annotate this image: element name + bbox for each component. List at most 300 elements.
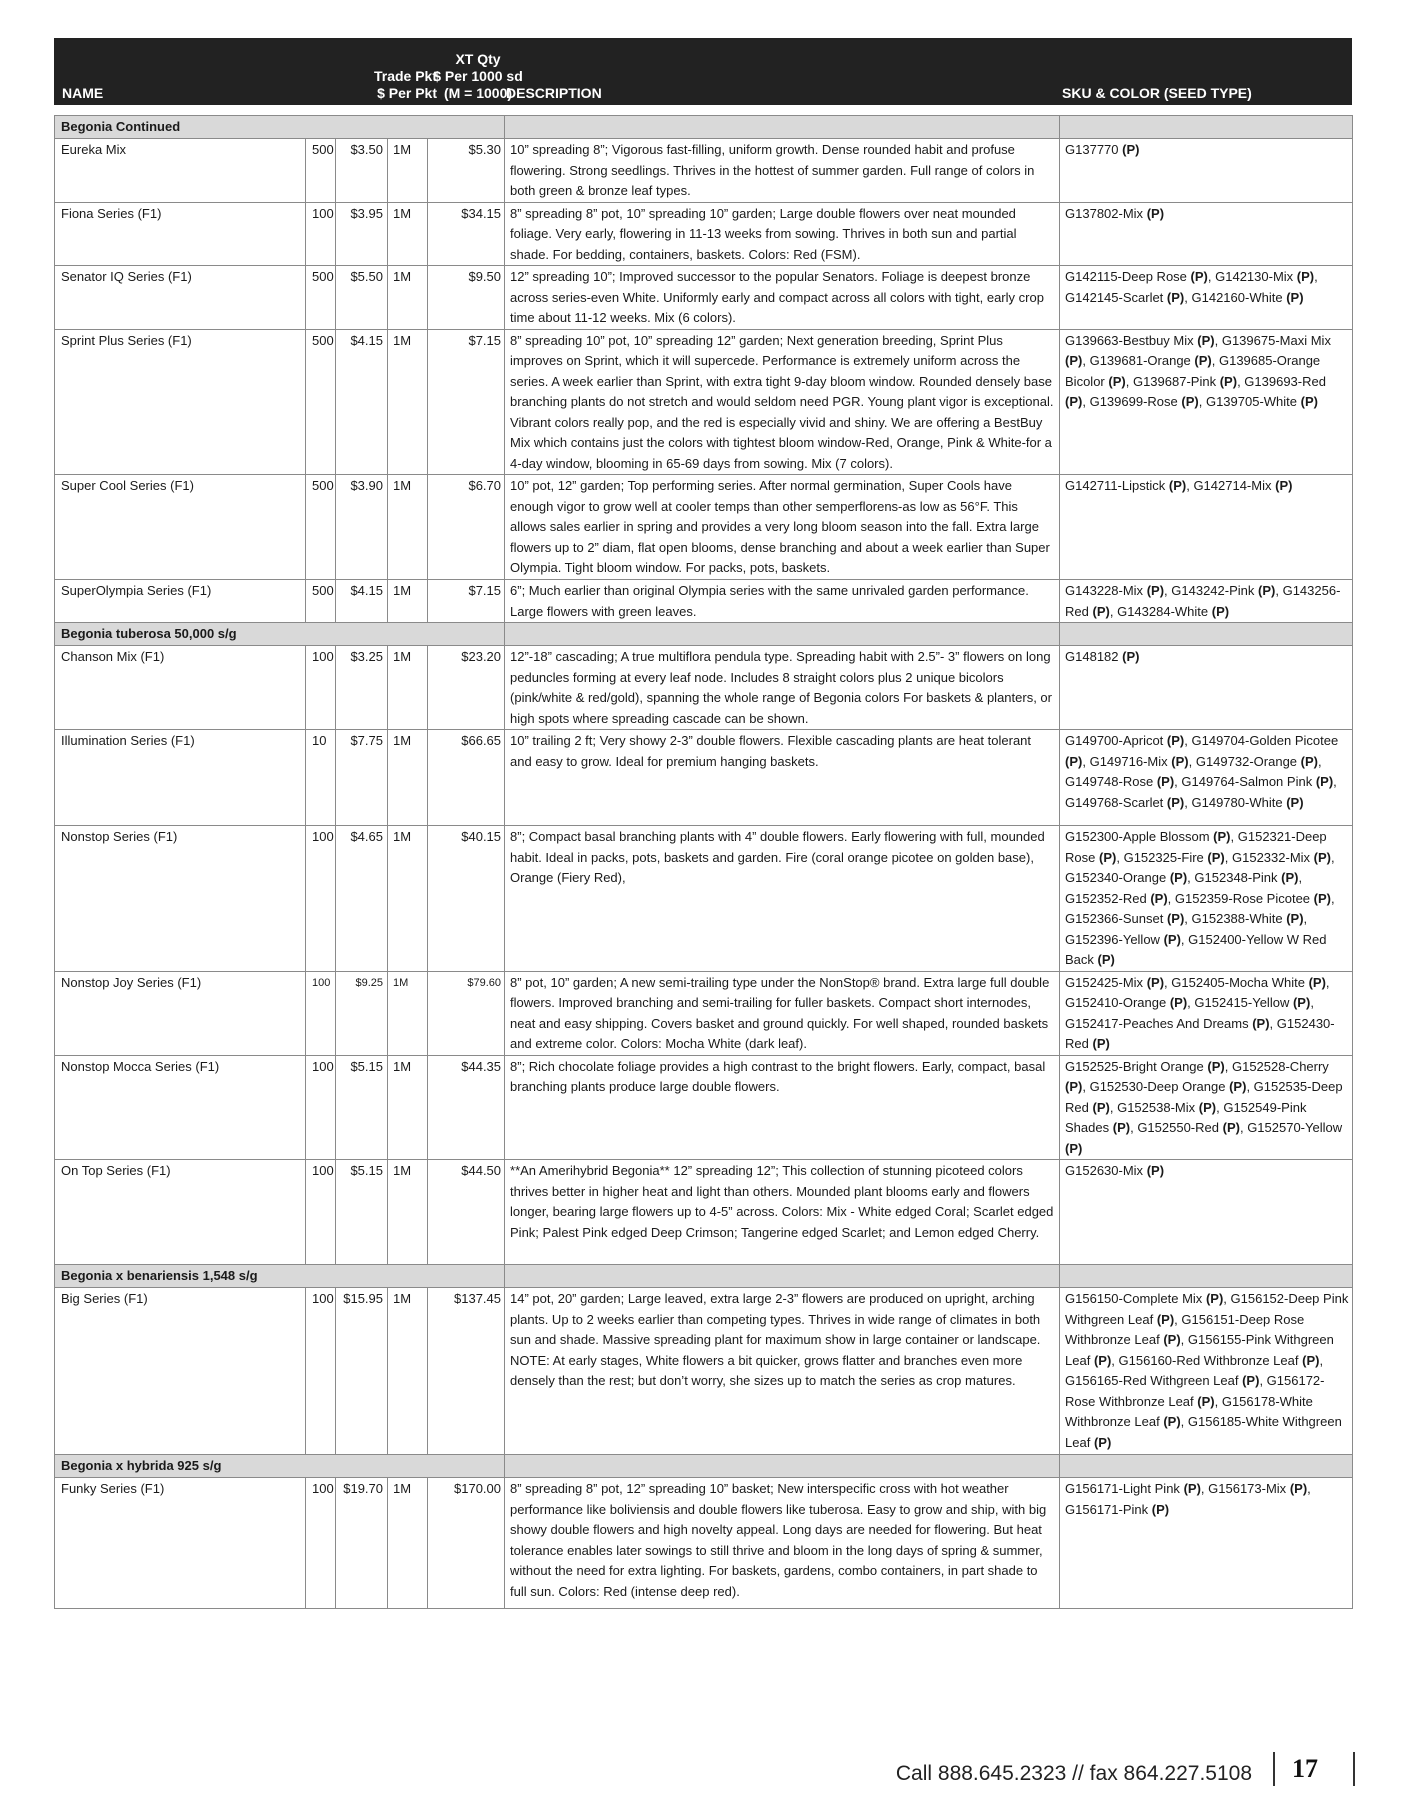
sku-code: G137770: [1065, 142, 1119, 157]
sku-code: G137802-Mix: [1065, 205, 1144, 221]
sku-code: G156150-Complete Mix: [1065, 1291, 1203, 1306]
sku-item: [1090, 394, 1199, 409]
price-table: [54, 115, 1353, 1609]
xt-price: $170.00: [428, 1478, 505, 1609]
header-trade-line1: Trade Pkt: [373, 68, 437, 84]
seed-type: (P): [1092, 1036, 1110, 1051]
section-sku-cell: [1060, 1265, 1353, 1288]
seed-type: (P): [1092, 603, 1110, 619]
sku-code: G143284-White: [1117, 603, 1209, 619]
trade-pkt-qty: 10: [306, 730, 336, 826]
sku-code: G152332-Mix: [1232, 849, 1311, 865]
sku-cell: [1060, 139, 1353, 203]
seed-type: (P): [1169, 995, 1188, 1010]
sku-item: [1090, 1079, 1247, 1094]
sku-code: G143256-Red: [1065, 583, 1341, 619]
seed-type: (P): [1146, 583, 1165, 598]
trade-pkt-price: $19.70: [336, 1478, 388, 1609]
table-row: [55, 646, 1353, 730]
xt-price: $6.70: [428, 475, 505, 580]
table-row: [55, 202, 1353, 266]
sku-cell: G152425-Mix (P), G152405-Mocha White (P), G152410-Orange (P), G152415-Yellow (P), G152417-Peaches And Dreams (P), G152430-Red (P): [1060, 971, 1353, 1055]
xt-qty: 1M: [388, 730, 428, 826]
sku-cell: [1060, 646, 1353, 730]
sku-code: G152352-Red: [1065, 890, 1147, 906]
sku-item: [1124, 850, 1225, 865]
sku-code: G152415-Yellow: [1194, 995, 1290, 1010]
xt-price: $66.65: [428, 730, 505, 826]
description: 8”; Rich chocolate foliage provides a high contrast to the bright flowers. Early, compact, basal branching plants produce large double flowers.: [505, 1055, 1060, 1160]
description: 10” trailing 2 ft; Very showy 2-3” double flowers. Flexible cascading plants are heat tolerant and easy to grow. Ideal for premium hanging baskets.: [505, 730, 1060, 826]
seed-type: (P): [1300, 394, 1318, 409]
sku-item: [1065, 975, 1164, 990]
sku-item: [1117, 1100, 1216, 1115]
seed-type: (P): [1166, 794, 1185, 810]
table-row: [55, 475, 1353, 580]
seed-type: (P): [1097, 952, 1115, 967]
sku-item: [1206, 394, 1318, 409]
trade-pkt-price: $5.50: [336, 266, 388, 330]
sku-code: G156171-Pink: [1065, 1501, 1149, 1517]
variety-name: Illumination Series (F1): [55, 730, 306, 826]
sku-code: G139705-White: [1205, 394, 1298, 409]
sku-code: G156173-Mix: [1208, 1481, 1287, 1496]
sku-item: [1192, 795, 1304, 810]
seed-type: (P): [1258, 583, 1276, 598]
sku-code: G156171-Light Pink: [1065, 1481, 1180, 1496]
description: 8”; Compact basal branching plants with 4” double flowers. Early flowering with full, mounded habit. Ideal in packs, pots, baskets and garden. Fire (coral orange picotee on golden base), Orange (Fiery Red),: [505, 826, 1060, 972]
description: 8” spreading 10” pot, 10” spreading 12” garden; Next generation breeding, Sprint Plus improves on Sprint, which it will supercede. Performance is extremely uniform across the series. A week earlier than Sprint, with extra tight 9-day bloom window. Rounded densely base branching plants do not stretch and would seldom need PGR. Young plant vigor is exceptional. Vibrant colors really pop, and the red is especially vivid and shiny. We are offering a BestBuy Mix which contains just the colors with tightest bloom window-Red, Orange, Pink & White-for a 4-day window, blooming in 65-69 days from sowing. Mix (7 colors).: [505, 329, 1060, 475]
sku-code: G142130-Mix: [1215, 269, 1294, 284]
trade-pkt-qty: 100: [306, 1055, 336, 1160]
seed-type: (P): [1151, 1501, 1170, 1517]
xt-price: $7.15: [428, 580, 505, 623]
sku-code: G149764-Salmon Pink: [1181, 774, 1313, 789]
sku-code: G152535-Deep Red: [1065, 1079, 1343, 1115]
sku-item: [1175, 891, 1331, 906]
sku-item: [1065, 1291, 1223, 1306]
trade-pkt-price: $15.95: [336, 1288, 388, 1455]
sku-code: G152570-Yellow: [1247, 1120, 1343, 1135]
header-name: NAME: [62, 85, 104, 101]
table-row: [55, 1055, 1353, 1160]
section-desc-cell: [505, 116, 1060, 139]
section-row: [55, 1265, 1353, 1288]
sku-code: G149716-Mix: [1089, 753, 1168, 769]
description: 8” spreading 8” pot, 12” spreading 10” basket; New interspecific cross with hot weather performance like boliviensis and double flowers like tuberosa. Easy to grow and ship, with big showy double flowers and high novelty appeal. Long days are needed for flowering. But heat tolerance enables later sowings to still thrive and bloom in the long days of spring & summer, without the need for extra lighting. For baskets, gardens, combo containers, in part shade to full sun. Colors: Red (intense deep red).: [505, 1478, 1060, 1609]
section-sku-cell: [1060, 1455, 1353, 1478]
sku-code: G139663-Bestbuy Mix: [1065, 332, 1194, 348]
variety-name: Big Series (F1): [55, 1288, 306, 1455]
seed-type: (P): [1171, 753, 1189, 769]
contact-info: Call 888.645.2323 // fax 864.227.5108: [895, 1762, 1252, 1785]
seed-type: (P): [1156, 774, 1175, 789]
sku-code: G152425-Mix: [1065, 974, 1144, 990]
trade-pkt-qty: 500: [306, 139, 336, 203]
seed-type: (P): [1169, 870, 1188, 885]
seed-type: (P): [1122, 142, 1140, 157]
sku-item: [1194, 870, 1298, 885]
seed-type: (P): [1222, 1120, 1240, 1135]
table-row: [55, 329, 1353, 475]
sku-item: [1065, 333, 1215, 348]
sku-cell: G152525-Bright Orange (P), G152528-Cherry (P), G152530-Deep Orange (P), G152535-Deep Red (P), G152538-Mix (P), G152549-Pink Shades (P), G152550-Red (P), G152570-Yellow (P): [1060, 1055, 1353, 1160]
xt-price: $137.45: [428, 1288, 505, 1455]
page-number: 17: [1292, 1754, 1318, 1783]
sku-code: G152388-White: [1191, 911, 1283, 926]
description: 14” pot, 20” garden; Large leaved, extra large 2-3” flowers are produced on upright, arching plants. Up to 2 weeks earlier than competing types. Thrives in wide range of climates in both sun and shade. Massive spreading plant for maximum show in large container or landscape. NOTE: At early stages, White flowers a bit quicker, grows flatter and branches even more densely than the rest; but don’t worry, she sizes up to match the series as crop matures.: [505, 1288, 1060, 1455]
trade-pkt-qty: 500: [306, 580, 336, 623]
xt-qty: 1M: [388, 1478, 428, 1609]
sku-cell: G143228-Mix (P), G143242-Pink (P), G143256-Red (P), G143284-White (P): [1060, 580, 1353, 623]
seed-type: (P): [1313, 849, 1332, 865]
sku-item: [1065, 290, 1184, 305]
sku-cell: G156150-Complete Mix (P), G156152-Deep Pink Withgreen Leaf (P), G156151-Deep Rose Withbronze Leaf (P), G156155-Pink Withgreen Leaf (P), G156160-Red Withbronze Leaf (P), G156165-Red Withgreen Leaf (P), G156172-Rose Withbronze Leaf (P), G156178-White Withbronze Leaf (P), G156185-White Withgreen Leaf (P): [1060, 1288, 1353, 1455]
sku-item: [1119, 1353, 1320, 1368]
sku-code: G152630-Mix: [1065, 1163, 1144, 1178]
sku-code: G139681-Orange: [1089, 353, 1191, 368]
description: 8” spreading 8” pot, 10” spreading 10” garden; Large double flowers over neat mounded foliage. Very early, flowering in 11-13 weeks from sowing. Thrives in both sun and partial shade. For bedding, containers, baskets. Colors: Red (FSM).: [505, 202, 1060, 266]
trade-pkt-price: $3.50: [336, 139, 388, 203]
sku-code: G149768-Scarlet: [1065, 794, 1164, 810]
sku-item: [1065, 142, 1139, 157]
xt-price: $7.15: [428, 329, 505, 475]
sku-code: G152538-Mix: [1117, 1099, 1196, 1115]
sku-code: G143242-Pink: [1171, 583, 1255, 598]
sku-item: [1065, 269, 1208, 284]
variety-name: On Top Series (F1): [55, 1160, 306, 1265]
seed-type: (P): [1286, 289, 1304, 305]
seed-type: (P): [1092, 1099, 1110, 1115]
xt-price: $5.30: [428, 139, 505, 203]
sku-code: G149732-Orange: [1195, 753, 1298, 769]
sku-item: [1065, 206, 1164, 221]
sku-item: [1193, 478, 1292, 493]
sku-cell: G139663-Bestbuy Mix (P), G139675-Maxi Mix (P), G139681-Orange (P), G139685-Orange Bicolor (P), G139687-Pink (P), G139693-Red (P), G139699-Rose (P), G139705-White (P): [1060, 329, 1353, 475]
trade-pkt-qty: 100: [306, 1288, 336, 1455]
xt-qty: 1M: [388, 826, 428, 972]
trade-pkt-qty: 100: [306, 1478, 336, 1609]
trade-pkt-qty: 500: [306, 266, 336, 330]
sku-code: G149748-Rose: [1065, 774, 1154, 789]
table-row: [55, 1288, 1353, 1455]
sku-cell: [1060, 202, 1353, 266]
xt-price: $9.50: [428, 266, 505, 330]
seed-type: (P): [1166, 289, 1185, 305]
seed-type: (P): [1213, 829, 1231, 844]
sku-code: G152325-Fire: [1123, 849, 1204, 865]
sku-code: G149780-White: [1191, 794, 1283, 810]
description: 12”-18” cascading; A true multiflora pendula type. Spreading habit with 2.5”- 3” flowers on long peduncles forming at every leaf node. Includes 8 straight colors plus 2 unique bicolors (pink/white & red/gold), spanning the whole range of Begonia colors For baskets & planters, or high spots where spreading cascade can be shown.: [505, 646, 1060, 730]
seed-type: (P): [1229, 1079, 1247, 1094]
seed-type: (P): [1198, 1099, 1217, 1115]
table-row: [55, 139, 1353, 203]
sku-item: [1192, 290, 1304, 305]
sku-item: [1171, 975, 1326, 990]
page-footer: [0, 1752, 1407, 1792]
trade-pkt-price: $5.15: [336, 1055, 388, 1160]
seed-type: (P): [1292, 995, 1311, 1010]
header-xt-line3: (M = 1000): [443, 85, 513, 101]
sku-code: G152430-Red: [1065, 1015, 1335, 1051]
header-trade-line2: $ Per Pkt: [377, 85, 437, 101]
sku-code: G148182: [1065, 649, 1119, 664]
trade-pkt-qty: 100: [306, 646, 336, 730]
description: 12” spreading 10”; Improved successor to the popular Senators. Foliage is deepest bronze across series-even White. Uniformly early and compact across all colors with tight, early crop time about 11-12 weeks. Mix (6 colors).: [505, 266, 1060, 330]
seed-type: (P): [1286, 911, 1304, 926]
sku-item: [1065, 774, 1174, 789]
trade-pkt-qty: 500: [306, 329, 336, 475]
sku-item: [1065, 1481, 1201, 1496]
sku-item: [1137, 1120, 1240, 1135]
variety-name: Sprint Plus Series (F1): [55, 329, 306, 475]
sku-item: [1065, 795, 1184, 810]
table-row: [55, 1160, 1353, 1265]
sku-code: G152549-Pink Shades: [1065, 1099, 1307, 1135]
seed-type: (P): [1281, 870, 1299, 885]
sku-item: [1065, 891, 1168, 906]
xt-qty: 1M: [388, 580, 428, 623]
sku-item: [1090, 353, 1212, 368]
table-row: [55, 1478, 1353, 1609]
description: **An Amerihybrid Begonia** 12” spreading 12”; This collection of stunning picoteed colors thrives better in higher heat and light than others. Mounded plant blooms early and flowers longer, bearing large flowers up to 4-5” across. Colors: Mix - White edged Coral; Scarlet edged Pink; Palest Pink edged Deep Crimson; Tangerine edged Scarlet; and Lemon edged Cherry.: [505, 1160, 1060, 1265]
table-row: [55, 730, 1353, 826]
price-list-sheet: [54, 38, 1352, 1609]
sku-code: G149704-Golden Picotee: [1191, 733, 1339, 748]
sku-item: [1232, 850, 1331, 865]
sku-item: [1192, 911, 1304, 926]
trade-pkt-qty: 100: [306, 1160, 336, 1265]
xt-qty: 1M: [388, 1160, 428, 1265]
sku-code: G139699-Rose: [1089, 394, 1178, 409]
sku-item: [1065, 1502, 1169, 1517]
sku-code: G152359-Rose Picotee: [1174, 890, 1311, 906]
seed-type: (P): [1093, 1434, 1112, 1450]
sku-item: [1065, 733, 1184, 748]
seed-type: (P): [1197, 332, 1215, 348]
trade-pkt-price: $7.75: [336, 730, 388, 826]
description: 10” spreading 8”; Vigorous fast-filling, uniform growth. Dense rounded habit and profuse flowering. Strong seedlings. Thrives in the hottest of summer garden. Full range of colors in both green & bronze leaf types.: [505, 139, 1060, 203]
sku-code: G152396-Yellow: [1065, 931, 1160, 947]
xt-qty: 1M: [388, 329, 428, 475]
seed-type: (P): [1286, 794, 1304, 810]
trade-pkt-price: $9.25: [336, 971, 388, 1055]
sku-item: [1117, 604, 1229, 619]
table-row: [55, 826, 1353, 972]
sku-item: [1065, 1059, 1225, 1074]
sku-code: G149700-Apricot: [1065, 733, 1164, 748]
variety-name: Eureka Mix: [55, 139, 306, 203]
seed-type: (P): [1108, 373, 1126, 389]
section-title: Begonia tuberosa 50,000 s/g: [55, 623, 505, 646]
sku-item: [1171, 583, 1275, 598]
sku-code: G139687-Pink: [1132, 373, 1217, 389]
sku-code: G152410-Orange: [1065, 995, 1167, 1010]
description: 8” pot, 10” garden; A new semi-trailing type under the NonStop® brand. Extra large full double flowers. Improved branching and semi-trailing for fuller baskets. Compact short internodes, neat and easy shipping. Covers basket and ground quickly. For well shaped, rounded baskets and extreme color. Colors: Mocha White (dark leaf).: [505, 971, 1060, 1055]
seed-type: (P): [1313, 890, 1332, 906]
seed-type: (P): [1065, 353, 1083, 368]
section-title: Begonia x benariensis 1,548 s/g: [55, 1265, 505, 1288]
sku-cell: G156171-Light Pink (P), G156173-Mix (P), G156171-Pink (P): [1060, 1478, 1353, 1609]
xt-qty: 1M: [388, 202, 428, 266]
description: 10” pot, 12” garden; Top performing series. After normal germination, Super Cools have enough vigor to grow well at cooler temps than other semperflorens-as low as 56°F. This allows sales earlier in spring and provides a very long bloom season into the fall. Extra large flowers up to 2” diam, flat open blooms, dense branching and about a week earlier than Super Olympia. Tight bloom window. For packs, pots, baskets.: [505, 475, 1060, 580]
seed-type: (P): [1112, 1120, 1131, 1135]
trade-pkt-price: $4.15: [336, 580, 388, 623]
sku-item: [1065, 649, 1139, 664]
sku-cell: G142115-Deep Rose (P), G142130-Mix (P), G142145-Scarlet (P), G142160-White (P): [1060, 266, 1353, 330]
xt-price: $44.35: [428, 1055, 505, 1160]
seed-type: (P): [1093, 1352, 1112, 1368]
seed-type: (P): [1315, 774, 1334, 789]
sku-code: G152530-Deep Orange: [1089, 1079, 1226, 1094]
sku-item: [1065, 932, 1181, 947]
seed-type: (P): [1065, 753, 1083, 769]
section-desc-cell: [505, 1455, 1060, 1478]
sku-code: G142160-White: [1191, 289, 1283, 305]
trade-pkt-qty: 500: [306, 475, 336, 580]
sku-code: G152300-Apple Blossom: [1065, 829, 1210, 844]
seed-type: (P): [1065, 394, 1083, 409]
xt-qty: 1M: [388, 971, 428, 1055]
sku-code: G152528-Cherry: [1231, 1058, 1329, 1074]
trade-pkt-price: $3.95: [336, 202, 388, 266]
section-sku-cell: [1060, 116, 1353, 139]
sku-item: [1133, 374, 1237, 389]
trade-pkt-price: $4.65: [336, 826, 388, 972]
variety-name: Fiona Series (F1): [55, 202, 306, 266]
variety-name: Nonstop Series (F1): [55, 826, 306, 972]
header-description: DESCRIPTION: [506, 85, 602, 101]
xt-price: $34.15: [428, 202, 505, 266]
seed-type: (P): [1166, 911, 1185, 926]
trade-pkt-price: $5.15: [336, 1160, 388, 1265]
seed-type: (P): [1146, 1163, 1165, 1178]
sku-code: G152525-Bright Orange: [1065, 1058, 1204, 1074]
xt-qty: 1M: [388, 1055, 428, 1160]
seed-type: (P): [1183, 1481, 1201, 1496]
seed-type: (P): [1163, 931, 1181, 947]
seed-type: (P): [1065, 1140, 1083, 1156]
variety-name: Super Cool Series (F1): [55, 475, 306, 580]
table-row: [55, 266, 1353, 330]
sku-item: [1194, 995, 1310, 1010]
sku-cell: G152300-Apple Blossom (P), G152321-Deep Rose (P), G152325-Fire (P), G152332-Mix (P), G152340-Orange (P), G152348-Pink (P), G152352-Red (P), G152359-Rose Picotee (P), G152366-Sunset (P), G152388-White (P), G152396-Yellow (P), G152400-Yellow W Red Back (P): [1060, 826, 1353, 972]
section-desc-cell: [505, 623, 1060, 646]
variety-name: Chanson Mix (F1): [55, 646, 306, 730]
seed-type: (P): [1197, 1393, 1215, 1409]
sku-item: [1208, 1481, 1307, 1496]
section-row: [55, 623, 1353, 646]
seed-type: (P): [1156, 1311, 1175, 1327]
sku-code: G152550-Red: [1137, 1120, 1219, 1135]
seed-type: (P): [1166, 733, 1185, 748]
sku-item: [1065, 829, 1231, 844]
sku-code: G142145-Scarlet: [1065, 289, 1164, 305]
seed-type: (P): [1207, 849, 1225, 865]
seed-type: (P): [1065, 1079, 1083, 1094]
seed-type: (P): [1211, 603, 1230, 619]
section-sku-cell: [1060, 623, 1353, 646]
sku-item: [1090, 754, 1189, 769]
sku-code: G142714-Mix: [1193, 478, 1272, 493]
trade-pkt-price: $3.25: [336, 646, 388, 730]
seed-type: (P): [1308, 974, 1326, 990]
seed-type: (P): [1289, 1481, 1308, 1496]
header-xt-line1: XT Qty: [455, 51, 501, 67]
seed-type: (P): [1190, 269, 1208, 284]
seed-type: (P): [1296, 269, 1315, 284]
section-title: Begonia Continued: [55, 116, 505, 139]
variety-name: Senator IQ Series (F1): [55, 266, 306, 330]
seed-type: (P): [1168, 478, 1187, 493]
section-row: [55, 1455, 1353, 1478]
sku-code: G142711-Lipstick: [1065, 478, 1166, 493]
sku-item: [1215, 269, 1314, 284]
xt-price: $40.15: [428, 826, 505, 972]
seed-type: (P): [1194, 353, 1212, 368]
xt-price: $23.20: [428, 646, 505, 730]
sku-code: G152417-Peaches And Dreams: [1065, 1015, 1249, 1031]
variety-name: Nonstop Mocca Series (F1): [55, 1055, 306, 1160]
seed-type: (P): [1275, 478, 1293, 493]
sku-code: G156160-Red Withbronze Leaf: [1118, 1352, 1299, 1368]
sku-cell: G142711-Lipstick (P), G142714-Mix (P): [1060, 475, 1353, 580]
xt-qty: 1M: [388, 139, 428, 203]
sku-code: G156165-Red Withgreen Leaf: [1065, 1373, 1239, 1388]
sku-item: [1065, 1163, 1164, 1178]
table-header: [54, 38, 1352, 105]
xt-price: $44.50: [428, 1160, 505, 1265]
sku-code: G152321-Deep Rose: [1065, 829, 1327, 865]
trade-pkt-qty: 100: [306, 202, 336, 266]
seed-type: (P): [1122, 649, 1140, 664]
sku-code: G139675-Maxi Mix: [1221, 332, 1331, 348]
trade-pkt-price: $3.90: [336, 475, 388, 580]
xt-price: $79.60: [428, 971, 505, 1055]
sku-code: G152348-Pink: [1194, 870, 1278, 885]
trade-pkt-qty: 100: [306, 826, 336, 972]
sku-code: G152400-Yellow W Red Back: [1065, 931, 1327, 967]
sku-code: G152340-Orange: [1065, 870, 1167, 885]
sku-code: G139685-Orange Bicolor: [1065, 353, 1321, 389]
variety-name: Nonstop Joy Series (F1): [55, 971, 306, 1055]
sku-code: G156172-Rose Withbronze Leaf: [1065, 1373, 1325, 1409]
seed-type: (P): [1300, 753, 1318, 769]
seed-type: (P): [1150, 890, 1168, 906]
seed-type: (P): [1302, 1352, 1320, 1368]
section-row: [55, 116, 1353, 139]
sku-code: G156178-White Withbronze Leaf: [1065, 1393, 1313, 1429]
section-title: Begonia x hybrida 925 s/g: [55, 1455, 505, 1478]
sku-item: [1065, 1016, 1270, 1031]
sku-item: [1065, 583, 1164, 598]
seed-type: (P): [1207, 1058, 1225, 1074]
description: 6”; Much earlier than original Olympia series with the same unrivaled garden performance. Large flowers with green leaves.: [505, 580, 1060, 623]
sku-cell: G149700-Apricot (P), G149704-Golden Picotee (P), G149716-Mix (P), G149732-Orange (P), G149748-Rose (P), G149764-Salmon Pink (P), G149768-Scarlet (P), G149780-White (P): [1060, 730, 1353, 826]
seed-type: (P): [1146, 205, 1165, 221]
sku-code: G156185-White Withgreen Leaf: [1065, 1414, 1342, 1450]
xt-qty: 1M: [388, 646, 428, 730]
seed-type: (P): [1252, 1015, 1270, 1031]
sku-item: [1181, 774, 1333, 789]
sku-item: [1065, 1373, 1259, 1388]
seed-type: (P): [1163, 1332, 1181, 1347]
sku-code: G152366-Sunset: [1065, 911, 1164, 926]
seed-type: (P): [1181, 394, 1199, 409]
table-row: [55, 580, 1353, 623]
sku-code: G142115-Deep Rose: [1065, 269, 1187, 284]
sku-code: G143228-Mix: [1065, 583, 1144, 598]
